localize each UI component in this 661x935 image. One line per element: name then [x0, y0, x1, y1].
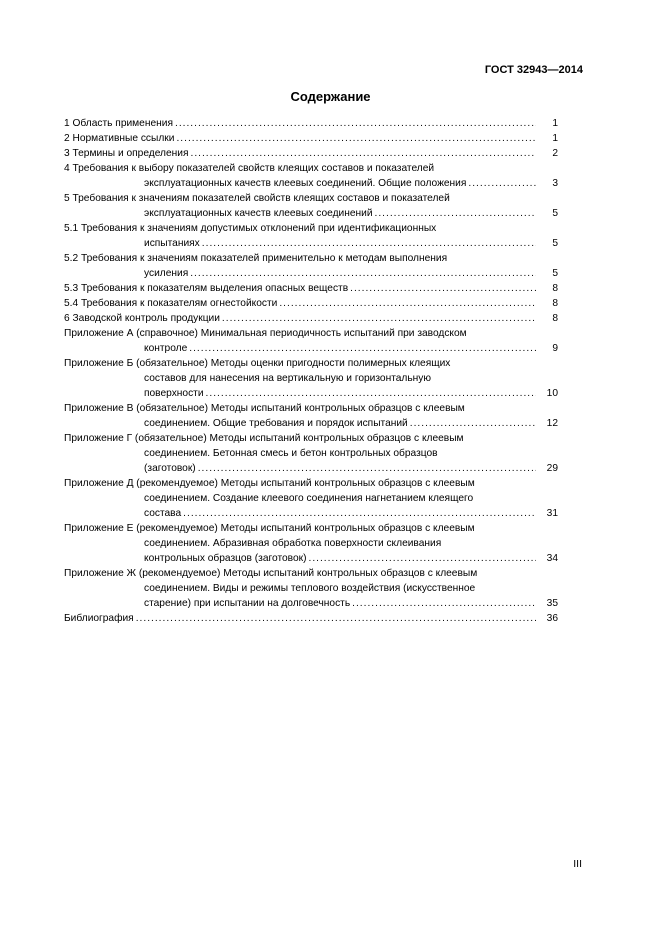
- toc-dot-leader: [375, 206, 536, 221]
- toc-entry-text: 4 Требования к выбору показателей свойств клеящих составов и показателей: [64, 163, 435, 174]
- toc-entry-text: соединением. Создание клеевого соединения нагнетанием клеящего: [144, 493, 474, 504]
- toc-entry-line: [64, 251, 558, 266]
- toc-dot-leader: [350, 281, 536, 296]
- page-number: III: [573, 858, 582, 870]
- toc-entry-last-line: [64, 596, 558, 611]
- toc-entry-line: [64, 326, 558, 341]
- toc-page-number: 5: [552, 208, 558, 219]
- toc-entry-line: [64, 521, 558, 536]
- toc-dot-leader: [222, 311, 536, 326]
- toc-entry[interactable]: [64, 611, 558, 626]
- toc-dot-leader: [198, 461, 536, 476]
- toc-entry-text: составов для нанесения на вертикальную и горизонтальную: [144, 373, 432, 384]
- toc-entry-line: [64, 476, 558, 491]
- toc-entry-last-line: [64, 206, 558, 221]
- toc-page-number: 34: [546, 553, 558, 564]
- toc-page-number: 29: [546, 463, 558, 474]
- toc-dot-leader: [190, 146, 536, 161]
- toc-page-number: 8: [552, 313, 558, 324]
- toc-entry-text: эксплуатационных качеств клеевых соединений: [144, 208, 373, 219]
- toc-page-number: 9: [552, 343, 558, 354]
- toc-entry[interactable]: [64, 431, 558, 476]
- toc-entry[interactable]: [64, 281, 558, 296]
- toc-entry-text: эксплуатационных качеств клеевых соединений. Общие положения: [144, 178, 467, 189]
- toc-entry-text: усиления: [144, 268, 189, 279]
- toc-entry-text: Приложение Е (рекомендуемое) Методы испытаний контрольных образцов с клеевым: [64, 523, 475, 534]
- toc-entry-line: [64, 491, 558, 506]
- toc-entry[interactable]: [64, 221, 558, 251]
- toc-entry-text: соединением. Бетонная смесь и бетон контрольных образцов: [144, 448, 438, 459]
- toc-dot-leader: [189, 341, 536, 356]
- toc-entry-text: 5.2 Требования к значениям показателей применительно к методам выполнения: [64, 253, 448, 264]
- toc-entry-text: Приложение В (обязательное) Методы испытаний контрольных образцов с клеевым: [64, 403, 465, 414]
- toc-entry-line: [64, 356, 558, 371]
- toc-page-number: 2: [552, 148, 558, 159]
- toc-entry-line: [64, 221, 558, 236]
- toc-entry-text: старение) при испытании на долговечность: [144, 598, 351, 609]
- toc-entry-text: Приложение Г (обязательное) Методы испытаний контрольных образцов с клеевым: [64, 433, 464, 444]
- toc-entry-last-line: [64, 551, 558, 566]
- toc-entry-last-line: [64, 176, 558, 191]
- toc-entry[interactable]: [64, 356, 558, 401]
- toc-entry-text: 5.3 Требования к показателям выделения опасных веществ: [64, 283, 349, 294]
- toc-page-number: 1: [552, 118, 558, 129]
- toc-entry-last-line: [64, 311, 558, 326]
- toc-entry-last-line: [64, 416, 558, 431]
- toc-entry-text: соединением. Абразивная обработка поверхности склеивания: [144, 538, 442, 549]
- toc-page-number: 35: [546, 598, 558, 609]
- toc-entry-line: [64, 581, 558, 596]
- toc-entry-text: контроле: [144, 343, 188, 354]
- toc-dot-leader: [308, 551, 536, 566]
- toc-entry-last-line: [64, 296, 558, 311]
- toc-entry[interactable]: [64, 116, 558, 131]
- toc-entry-last-line: [64, 266, 558, 281]
- toc-entry-text: Приложение А (справочное) Минимальная периодичность испытаний при заводском: [64, 328, 467, 339]
- toc-entry-last-line: [64, 611, 558, 626]
- toc-entry-text: Приложение Ж (рекомендуемое) Методы испытаний контрольных образцов с клеевым: [64, 568, 478, 579]
- document-code: ГОСТ 32943—2014: [484, 64, 583, 76]
- toc-entry-line: [64, 191, 558, 206]
- toc-entry-text: Приложение Д (рекомендуемое) Методы испытаний контрольных образцов с клеевым: [64, 478, 475, 489]
- toc-entry-text: Библиография: [64, 613, 134, 624]
- toc-entry-last-line: [64, 461, 558, 476]
- toc-page-number: 31: [546, 508, 558, 519]
- toc-entry-last-line: [64, 341, 558, 356]
- toc-page-number: 36: [546, 613, 558, 624]
- toc-entry-text: соединением. Общие требования и порядок испытаний: [144, 418, 408, 429]
- toc-dot-leader: [176, 131, 536, 146]
- toc-entry-text: контрольных образцов (заготовок): [144, 553, 307, 564]
- toc-entry[interactable]: [64, 131, 558, 146]
- toc-entry-last-line: [64, 506, 558, 521]
- toc-entry-line: [64, 431, 558, 446]
- toc-dot-leader: [183, 506, 536, 521]
- toc-entry-line: [64, 371, 558, 386]
- toc-page-number: 5: [552, 238, 558, 249]
- toc-entry[interactable]: [64, 251, 558, 281]
- toc-entry-line: [64, 401, 558, 416]
- toc-dot-leader: [190, 266, 536, 281]
- toc-entry-line: [64, 536, 558, 551]
- toc-dot-leader: [468, 176, 536, 191]
- table-of-contents: [64, 116, 558, 626]
- toc-page-number: 8: [552, 298, 558, 309]
- toc-entry-last-line: [64, 116, 558, 131]
- toc-page-number: 1: [552, 133, 558, 144]
- toc-entry-text: 5 Требования к значениям показателей свойств клеящих составов и показателей: [64, 193, 450, 204]
- toc-entry[interactable]: [64, 191, 558, 221]
- toc-page-number: 3: [552, 178, 558, 189]
- toc-entry-last-line: [64, 146, 558, 161]
- toc-entry-text: соединением. Виды и режимы теплового воздействия (искусственное: [144, 583, 476, 594]
- toc-page-number: 12: [546, 418, 558, 429]
- toc-entry[interactable]: [64, 146, 558, 161]
- toc-entry[interactable]: [64, 521, 558, 566]
- toc-entry-text: испытаниях: [144, 238, 200, 249]
- toc-entry-line: [64, 446, 558, 461]
- toc-entry[interactable]: [64, 161, 558, 191]
- toc-entry[interactable]: [64, 296, 558, 311]
- toc-entry-last-line: [64, 236, 558, 251]
- toc-entry-text: 6 Заводской контроль продукции: [64, 313, 220, 324]
- toc-entry-line: [64, 566, 558, 581]
- toc-entry-text: поверхности: [144, 388, 204, 399]
- toc-entry-text: 3 Термины и определения: [64, 148, 189, 159]
- toc-entry-line: [64, 161, 558, 176]
- toc-dot-leader: [410, 416, 536, 431]
- toc-entry-text: (заготовок): [144, 463, 196, 474]
- toc-dot-leader: [175, 116, 536, 131]
- toc-entry-text: 5.4 Требования к показателям огнестойкости: [64, 298, 278, 309]
- toc-entry[interactable]: [64, 326, 558, 356]
- toc-entry-text: состава: [144, 508, 182, 519]
- toc-entry-text: 2 Нормативные ссылки: [64, 133, 175, 144]
- toc-entry[interactable]: [64, 311, 558, 326]
- toc-dot-leader: [136, 611, 536, 626]
- toc-dot-leader: [206, 386, 536, 401]
- toc-page-number: 10: [546, 388, 558, 399]
- toc-entry-last-line: [64, 386, 558, 401]
- toc-dot-leader: [202, 236, 536, 251]
- toc-entry[interactable]: [64, 566, 558, 611]
- toc-page-number: 5: [552, 268, 558, 279]
- toc-entry-last-line: [64, 131, 558, 146]
- toc-dot-leader: [279, 296, 536, 311]
- toc-page-number: 8: [552, 283, 558, 294]
- toc-entry-text: Приложение Б (обязательное) Методы оценки пригодности полимерных клеящих: [64, 358, 451, 369]
- toc-entry[interactable]: [64, 476, 558, 521]
- toc-entry[interactable]: [64, 401, 558, 431]
- toc-entry-text: 5.1 Требования к значениям допустимых отклонений при идентификационных: [64, 223, 437, 234]
- toc-dot-leader: [352, 596, 536, 611]
- toc-title: Содержание: [290, 89, 371, 104]
- toc-entry-text: 1 Область применения: [64, 118, 173, 129]
- toc-entry-last-line: [64, 281, 558, 296]
